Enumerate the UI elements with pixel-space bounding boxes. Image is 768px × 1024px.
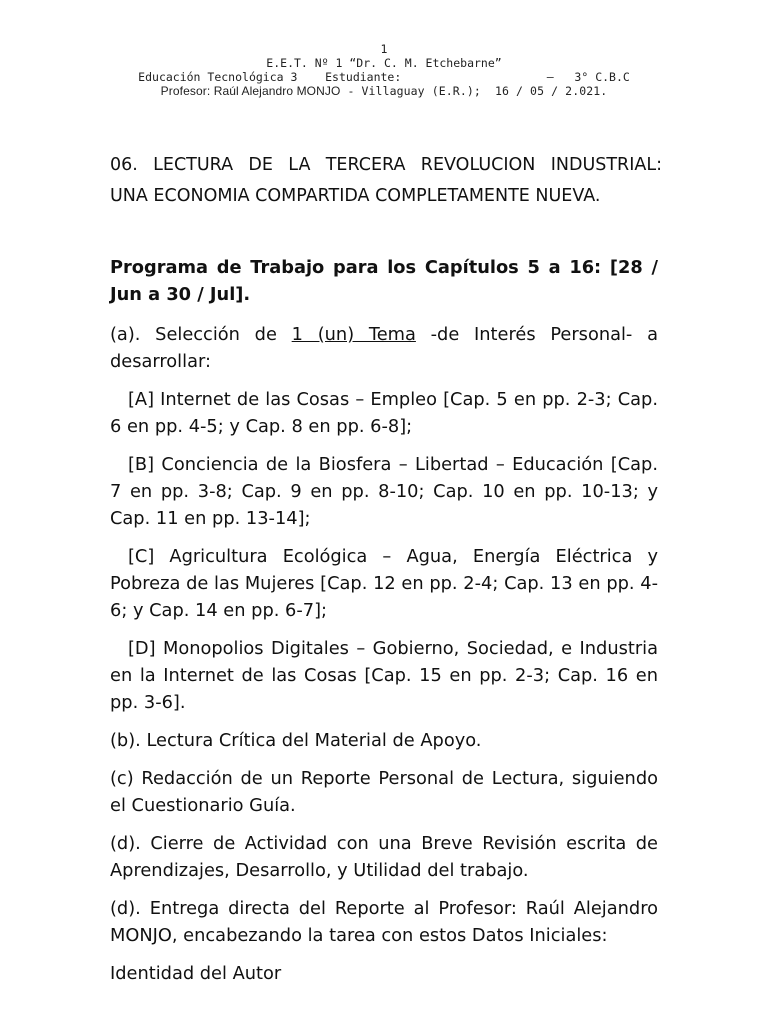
item-a-suffix: -de Interés Personal- a desarrollar:: [110, 324, 658, 372]
item-d-delivery: (d). Entrega directa del Reporte al Profesor: Raúl Alejandro MONJO, encabezando la tarea con estos Datos Iniciales:: [110, 898, 658, 946]
title-line-1: 06. LECTURA DE LA TERCERA REVOLUCION INDUSTRIAL:: [110, 155, 662, 175]
professor-name: Profesor: Raúl Alejandro MONJO: [160, 84, 341, 98]
topic-d: [D] Monopolios Digitales – Gobierno, Sociedad, e Industria en la Internet de las Cosas [Cap. 15 en pp. 2-3; Cap. 16 en pp. 3-6].: [110, 638, 658, 713]
subject-label: Educación Tecnológica 3: [138, 70, 298, 84]
author-identity: Identidad del Autor: [110, 963, 282, 984]
item-b: (b). Lectura Crítica del Material de Apoyo.: [110, 730, 482, 751]
item-a-underlined: 1 (un) Tema: [291, 324, 416, 345]
document-title: [110, 150, 662, 212]
item-a-prefix: (a). Selección de: [110, 324, 292, 345]
topic-c: [C] Agricultura Ecológica – Agua, Energía Eléctrica y Pobreza de las Mujeres [Cap. 12 en pp. 2-4; Cap. 13 en pp. 4-6; y Cap. 14 en pp. 6-7];: [110, 546, 658, 621]
program-heading: Programa de Trabajo para los Capítulos 5 a 16: [28 / Jun a 30 / Jul].: [110, 257, 658, 305]
topic-b: [B] Conciencia de la Biosfera – Libertad – Educación [Cap. 7 en pp. 3-8; Cap. 9 en pp. 8-10; Cap. 10 en pp. 10-13; y Cap. 11 en pp. 13-14];: [110, 454, 658, 529]
student-label: Estudiante:: [325, 70, 402, 84]
header-dash: –: [546, 70, 554, 84]
page-number: 1: [380, 42, 388, 56]
grade-label: 3° C.B.C: [574, 70, 630, 84]
professor-line: [0, 84, 768, 98]
course-line: [0, 70, 768, 84]
topic-a: [A] Internet de las Cosas – Empleo [Cap. 5 en pp. 2-3; Cap. 6 en pp. 4-5; y Cap. 8 en pp. 6-8];: [110, 389, 658, 437]
school-name: E.E.T. Nº 1 “Dr. C. M. Etchebarne”: [266, 56, 502, 70]
page-header: [0, 42, 768, 98]
item-d-closing: (d). Cierre de Actividad con una Breve Revisión escrita de Aprendizajes, Desarrollo, y Utilidad del trabajo.: [110, 833, 658, 881]
title-line-2: UNA ECONOMIA COMPARTIDA COMPLETAMENTE NUEVA.: [110, 186, 601, 206]
document-body: [110, 254, 658, 998]
location-date: - Villaguay (E.R.); 16 / 05 / 2.021.: [340, 84, 608, 98]
item-a: [110, 321, 658, 375]
item-c: (c) Redacción de un Reporte Personal de Lectura, siguiendo el Cuestionario Guía.: [110, 768, 658, 816]
